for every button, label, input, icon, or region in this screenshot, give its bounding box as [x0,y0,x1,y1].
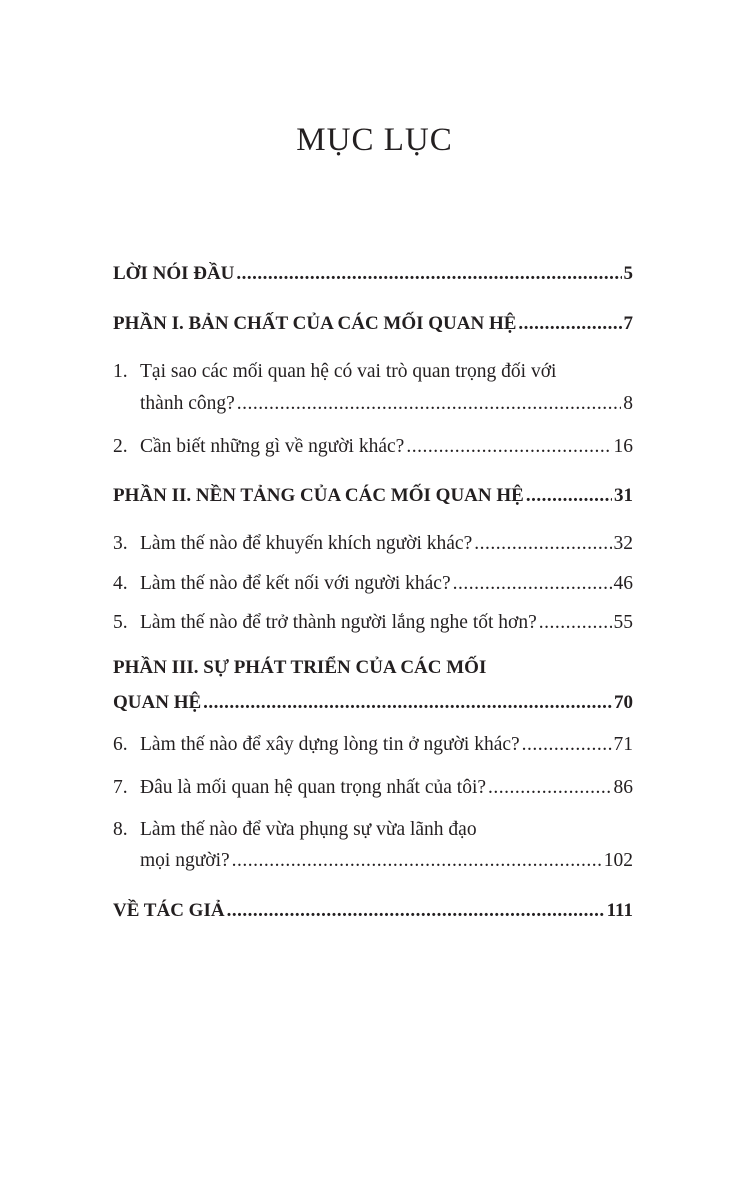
dot-leader [201,690,612,716]
dot-leader [234,261,621,287]
entry-page: 70 [614,692,633,713]
entry-page: 5 [623,263,633,284]
dot-leader [404,434,611,460]
dot-leader [486,775,611,801]
toc-entry-2[interactable] [113,434,633,460]
dot-leader [516,311,621,337]
entry-text: mọi người? [140,850,230,871]
entry-number: 5. [113,612,128,633]
entry-page: 86 [613,777,633,798]
entry-text: Cần biết những gì về người khác? [140,436,405,457]
entry-text: Đâu là mối quan hệ quan trọng nhất của tôi? [140,777,487,798]
toc-entry-1[interactable] [113,391,633,417]
toc-entry-part-2[interactable] [113,483,633,509]
entry-page: 46 [613,573,633,594]
toc-entry-part-3-line1[interactable] [113,655,633,681]
entry-number: 3. [113,533,128,554]
entry-page: 8 [623,393,633,414]
entry-text: thành công? [140,393,235,414]
entry-page: 7 [623,313,633,334]
entry-text: PHẦN I. BẢN CHẤT CỦA CÁC MỐI QUAN HỆ [113,313,517,334]
entry-number: 2. [113,436,128,457]
entry-page: 31 [614,485,633,506]
toc-entry-1-line1[interactable] [113,359,633,385]
dot-leader [472,531,611,557]
dot-leader [230,848,602,874]
dot-leader [225,898,605,924]
entry-page: 71 [613,734,633,755]
toc-entry-7[interactable] [113,775,633,801]
dot-leader [235,391,621,417]
entry-text: Làm thế nào để khuyến khích người khác? [140,533,473,554]
page-title: MỤC LỤC [296,122,453,158]
entry-page: 32 [613,533,633,554]
entry-number: 8. [113,819,128,840]
toc-entry-3[interactable] [113,531,633,557]
toc-entry-part-3[interactable] [113,690,633,716]
entry-text: PHẦN III. SỰ PHÁT TRIỂN CỦA CÁC MỐI [113,657,487,678]
toc-entry-part-1[interactable] [113,311,633,337]
entry-number: 6. [113,734,128,755]
dot-leader [520,732,612,758]
entry-number: 4. [113,573,128,594]
toc-entry-6[interactable] [113,732,633,758]
toc-entry-4[interactable] [113,571,633,597]
entry-text: VỀ TÁC GIẢ [113,900,225,921]
toc-entry-8[interactable] [113,848,633,874]
toc-entry-preface[interactable] [113,261,633,287]
entry-number: 1. [113,361,128,382]
entry-text: Làm thế nào để trở thành người lắng nghe tốt hơn? [140,612,537,633]
entry-text: LỜI NÓI ĐẦU [113,263,235,284]
entry-text: QUAN HỆ [113,692,202,713]
entry-number: 7. [113,777,128,798]
entry-page: 102 [603,850,633,871]
dot-leader [537,610,612,636]
indent [113,848,140,874]
entry-text: Làm thế nào để vừa phụng sự vừa lãnh đạo [140,819,477,840]
entry-page: 55 [613,612,633,633]
dot-leader [451,571,612,597]
entry-page: 16 [613,436,633,457]
entry-text: PHẦN II. NỀN TẢNG CỦA CÁC MỐI QUAN HỆ [113,485,524,506]
toc-entry-5[interactable] [113,610,633,636]
toc-entry-8-line1[interactable] [113,817,633,843]
toc-entry-about-author[interactable] [113,898,633,924]
dot-leader [524,483,612,509]
entry-text: Làm thế nào để xây dựng lòng tin ở người khác? [140,734,520,755]
entry-text: Làm thế nào để kết nối với người khác? [140,573,451,594]
entry-text: Tại sao các mối quan hệ có vai trò quan trọng đối với [140,361,557,382]
entry-page: 111 [606,900,633,921]
indent [113,391,140,417]
